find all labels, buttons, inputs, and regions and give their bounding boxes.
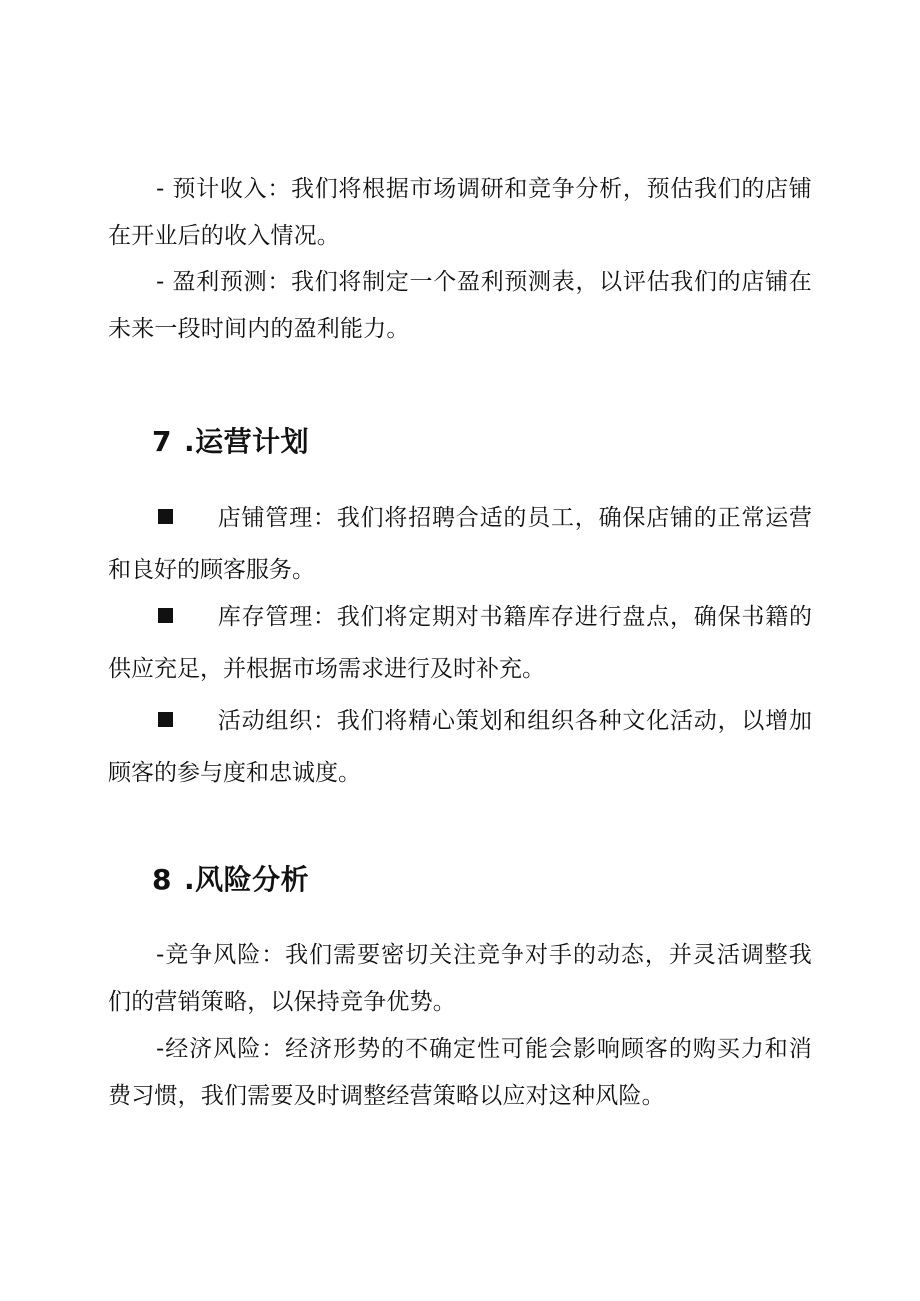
list-item-store-management <box>108 492 812 596</box>
section-heading-operations <box>152 422 309 462</box>
list-item-event-organization <box>108 695 812 799</box>
section-heading-risk-analysis <box>152 860 309 900</box>
square-bullet-icon <box>158 608 173 623</box>
paragraph-profit-forecast: - 盈利预测：我们将制定一个盈利预测表，以评估我们的店铺在未来一段时间内的盈利能力。 <box>108 269 812 342</box>
paragraph-competition-risk: -竞争风险：我们需要密切关注竞争对手的动态，并灵活调整我们的营销策略，以保持竞争优势。 <box>108 942 812 1015</box>
list-item-text: 库存管理：我们将定期对书籍库存进行盘点，确保书籍的供应充足，并根据市场需求进行及时补充。 <box>108 604 812 682</box>
square-bullet-icon <box>158 712 173 727</box>
paragraph-expected-income: - 预计收入：我们将根据市场调研和竞争分析，预估我们的店铺在开业后的收入情况。 <box>108 176 812 249</box>
section-title: .运营计划 <box>183 425 310 458</box>
section-number: 7 <box>152 425 172 458</box>
section-number: 8 <box>152 863 172 896</box>
list-item-inventory-management <box>108 591 812 695</box>
list-item-text: 店铺管理：我们将招聘合适的员工，确保店铺的正常运营和良好的顾客服务。 <box>108 505 812 583</box>
section-title: .风险分析 <box>183 863 310 896</box>
paragraph-economic-risk: -经济风险：经济形势的不确定性可能会影响顾客的购买力和消费习惯，我们需要及时调整经营策略以应对这种风险。 <box>108 1036 812 1109</box>
list-item-text: 活动组织：我们将精心策划和组织各种文化活动，以增加顾客的参与度和忠诚度。 <box>108 708 812 786</box>
square-bullet-icon <box>158 509 173 524</box>
